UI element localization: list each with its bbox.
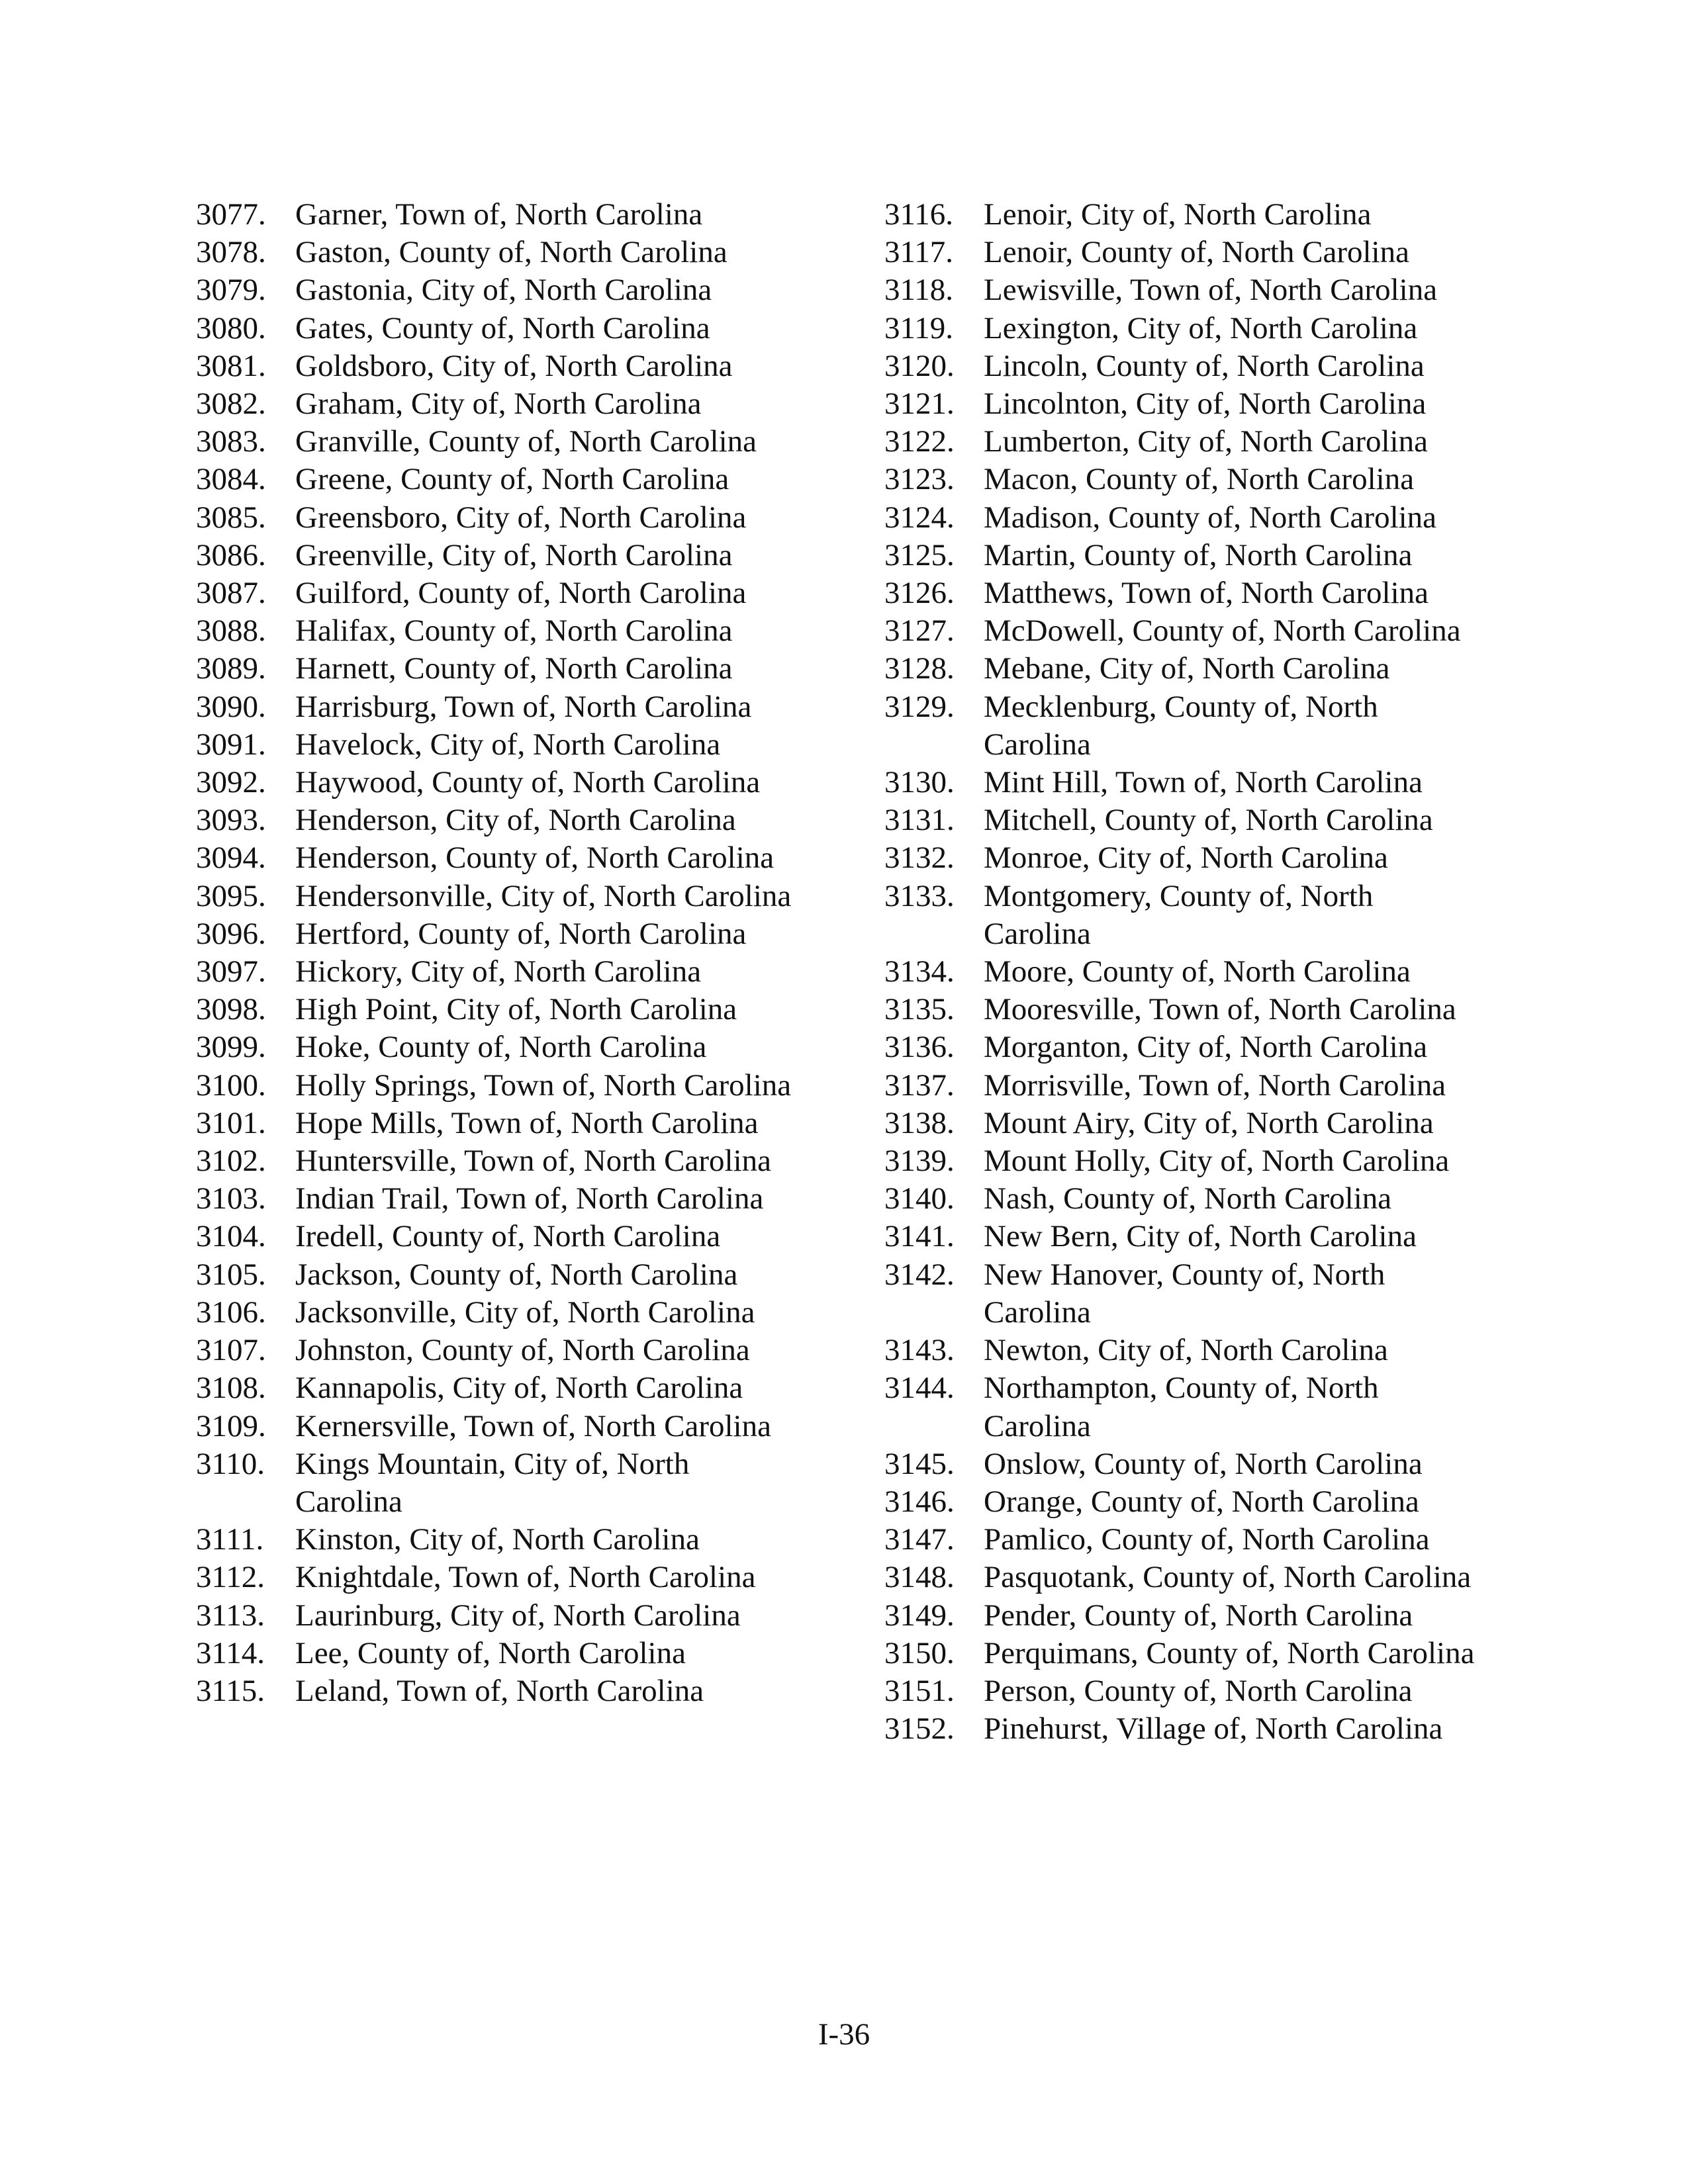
entry-number: 3150. bbox=[884, 1635, 955, 1670]
entry-number: 3090. bbox=[196, 689, 266, 724]
entry-number: 3134. bbox=[884, 954, 955, 989]
entry-number: 3138. bbox=[884, 1105, 955, 1140]
entry-number: 3130. bbox=[884, 765, 955, 800]
entry-name: Moore, County of, North Carolina bbox=[984, 954, 1411, 989]
entry-number: 3146. bbox=[884, 1484, 955, 1519]
list-item bbox=[196, 1067, 858, 1105]
entry-name: Hertford, County of, North Carolina bbox=[295, 916, 747, 951]
entry-number: 3124. bbox=[884, 500, 955, 535]
entry-name: Morganton, City of, North Carolina bbox=[984, 1030, 1428, 1065]
entry-name: Iredell, County of, North Carolina bbox=[295, 1219, 721, 1254]
entry-name: Orange, County of, North Carolina bbox=[984, 1484, 1419, 1519]
entry-name: Person, County of, North Carolina bbox=[984, 1673, 1413, 1708]
entry-number: 3152. bbox=[884, 1711, 955, 1747]
entry-number: 3095. bbox=[196, 878, 266, 913]
entry-number: 3132. bbox=[884, 841, 955, 876]
entry-name: Henderson, County of, North Carolina bbox=[295, 841, 774, 876]
list-item bbox=[196, 726, 858, 764]
entry-name: Pasquotank, County of, North Carolina bbox=[984, 1560, 1472, 1595]
list-item bbox=[884, 1597, 1546, 1635]
entry-name: Mebane, City of, North Carolina bbox=[984, 651, 1390, 686]
entry-number: 3101. bbox=[196, 1105, 266, 1140]
list-item bbox=[196, 1180, 858, 1218]
list-item bbox=[196, 1028, 858, 1066]
entry-number: 3109. bbox=[196, 1408, 266, 1443]
entry-name: Monroe, City of, North Carolina bbox=[984, 841, 1388, 876]
entry-name: High Point, City of, North Carolina bbox=[295, 992, 737, 1027]
list-item bbox=[884, 688, 1546, 764]
entry-number: 3121. bbox=[884, 387, 955, 422]
entry-number: 3116. bbox=[884, 197, 954, 232]
entry-name: Lenoir, City of, North Carolina bbox=[984, 197, 1372, 232]
list-item bbox=[196, 1672, 858, 1710]
entry-name: Lincoln, County of, North Carolina bbox=[984, 348, 1425, 383]
entry-name: Hickory, City of, North Carolina bbox=[295, 954, 702, 989]
entry-number: 3106. bbox=[196, 1295, 266, 1330]
list-item bbox=[196, 347, 858, 385]
entry-name: Gates, County of, North Carolina bbox=[295, 310, 710, 345]
list-item bbox=[196, 499, 858, 537]
entry-number: 3147. bbox=[884, 1522, 955, 1557]
list-item bbox=[196, 1521, 858, 1559]
list-item bbox=[196, 574, 858, 612]
entry-name: Knightdale, Town of, North Carolina bbox=[295, 1560, 756, 1595]
list-item bbox=[884, 385, 1546, 423]
entry-number: 3093. bbox=[196, 803, 266, 838]
list-item bbox=[196, 1635, 858, 1672]
entry-number: 3122. bbox=[884, 424, 955, 459]
entry-name: Leland, Town of, North Carolina bbox=[295, 1673, 704, 1708]
entry-name: Pender, County of, North Carolina bbox=[984, 1598, 1413, 1633]
entry-number: 3137. bbox=[884, 1068, 955, 1103]
list-item bbox=[196, 1142, 858, 1180]
list-item bbox=[884, 1067, 1546, 1105]
list-item bbox=[884, 347, 1546, 385]
entry-number: 3141. bbox=[884, 1219, 955, 1254]
entry-name: Lenoir, County of, North Carolina bbox=[984, 235, 1409, 270]
entry-name: Goldsboro, City of, North Carolina bbox=[295, 348, 733, 383]
entry-name: Pamlico, County of, North Carolina bbox=[984, 1522, 1430, 1557]
list-item bbox=[884, 537, 1546, 574]
list-item bbox=[884, 461, 1546, 498]
entry-number: 3104. bbox=[196, 1219, 266, 1254]
entry-name: Holly Springs, Town of, North Carolina bbox=[295, 1068, 792, 1103]
list-item bbox=[884, 1332, 1546, 1369]
list-item bbox=[196, 310, 858, 347]
entry-list-left-column bbox=[196, 196, 858, 1710]
list-item bbox=[884, 1369, 1546, 1445]
entry-number: 3111. bbox=[196, 1522, 264, 1557]
entry-name: Lee, County of, North Carolina bbox=[295, 1635, 686, 1670]
entry-number: 3143. bbox=[884, 1333, 955, 1368]
page-number: I-36 bbox=[818, 2017, 870, 2052]
entry-number: 3107. bbox=[196, 1333, 266, 1368]
entry-number: 3083. bbox=[196, 424, 266, 459]
entry-name: Hendersonville, City of, North Carolina bbox=[295, 878, 792, 913]
list-item bbox=[196, 1105, 858, 1142]
entry-number: 3125. bbox=[884, 537, 955, 572]
entry-number: 3119. bbox=[884, 310, 954, 345]
list-item bbox=[884, 991, 1546, 1028]
entry-name: Mooresville, Town of, North Carolina bbox=[984, 992, 1456, 1027]
entry-name: Jacksonville, City of, North Carolina bbox=[295, 1295, 755, 1330]
list-item bbox=[884, 1445, 1546, 1483]
list-item bbox=[884, 764, 1546, 801]
list-item bbox=[196, 1332, 858, 1369]
list-item bbox=[884, 1105, 1546, 1142]
entry-number: 3078. bbox=[196, 235, 266, 270]
list-item bbox=[196, 461, 858, 498]
entry-name: Harrisburg, Town of, North Carolina bbox=[295, 689, 752, 724]
list-item bbox=[884, 196, 1546, 234]
list-item bbox=[884, 1710, 1546, 1748]
entry-name: Newton, City of, North Carolina bbox=[984, 1333, 1388, 1368]
list-item bbox=[884, 801, 1546, 839]
entry-name: Haywood, County of, North Carolina bbox=[295, 765, 761, 800]
list-item bbox=[196, 991, 858, 1028]
list-item bbox=[196, 764, 858, 801]
list-item bbox=[196, 1445, 858, 1521]
entry-name: Morrisville, Town of, North Carolina bbox=[984, 1068, 1446, 1103]
entry-number: 3142. bbox=[884, 1257, 955, 1292]
list-item bbox=[196, 423, 858, 461]
list-item bbox=[196, 650, 858, 688]
entry-number: 3123. bbox=[884, 462, 955, 497]
list-item bbox=[884, 612, 1546, 650]
entry-number: 3079. bbox=[196, 273, 266, 308]
list-item bbox=[196, 1218, 858, 1255]
entry-name: Nash, County of, North Carolina bbox=[984, 1181, 1392, 1216]
list-item bbox=[884, 271, 1546, 309]
entry-number: 3117. bbox=[884, 235, 954, 270]
entry-number: 3135. bbox=[884, 992, 955, 1027]
list-item bbox=[884, 1142, 1546, 1180]
entry-number: 3091. bbox=[196, 727, 266, 762]
entry-name: Lewisville, Town of, North Carolina bbox=[984, 273, 1438, 308]
entry-name: Lumberton, City of, North Carolina bbox=[984, 424, 1428, 459]
entry-number: 3096. bbox=[196, 916, 266, 951]
entry-number: 3103. bbox=[196, 1181, 266, 1216]
entry-number: 3088. bbox=[196, 614, 266, 649]
entry-number: 3129. bbox=[884, 689, 955, 724]
entry-name: Madison, County of, North Carolina bbox=[984, 500, 1437, 535]
list-item bbox=[884, 878, 1546, 953]
list-item bbox=[884, 423, 1546, 461]
entry-name: Laurinburg, City of, North Carolina bbox=[295, 1598, 741, 1633]
entry-name: McDowell, County of, North Carolina bbox=[984, 614, 1461, 649]
entry-number: 3086. bbox=[196, 537, 266, 572]
entry-name: Granville, County of, North Carolina bbox=[295, 424, 757, 459]
entry-name: Jackson, County of, North Carolina bbox=[295, 1257, 738, 1292]
entry-name: Kernersville, Town of, North Carolina bbox=[295, 1408, 771, 1443]
entry-number: 3108. bbox=[196, 1371, 266, 1406]
list-item bbox=[196, 839, 858, 877]
list-item bbox=[884, 1483, 1546, 1521]
entry-name: Kannapolis, City of, North Carolina bbox=[295, 1371, 743, 1406]
entry-name: Harnett, County of, North Carolina bbox=[295, 651, 733, 686]
list-item bbox=[196, 915, 858, 953]
entry-number: 3145. bbox=[884, 1446, 955, 1481]
entry-name: New Hanover, County of, North Carolina bbox=[984, 1257, 1385, 1330]
entry-name: Hoke, County of, North Carolina bbox=[295, 1030, 707, 1065]
entry-number: 3082. bbox=[196, 387, 266, 422]
entry-number: 3127. bbox=[884, 614, 955, 649]
entry-name: Montgomery, County of, North Carolina bbox=[984, 878, 1374, 951]
entry-number: 3114. bbox=[196, 1635, 265, 1670]
list-item bbox=[884, 1635, 1546, 1672]
list-item bbox=[196, 537, 858, 574]
entry-name: Kings Mountain, City of, North Carolina bbox=[295, 1446, 690, 1519]
list-item bbox=[884, 1180, 1546, 1218]
list-item bbox=[196, 1597, 858, 1635]
entry-number: 3081. bbox=[196, 348, 266, 383]
entry-name: Hope Mills, Town of, North Carolina bbox=[295, 1105, 759, 1140]
list-item bbox=[884, 310, 1546, 347]
entry-name: Mitchell, County of, North Carolina bbox=[984, 803, 1433, 838]
entry-number: 3139. bbox=[884, 1144, 955, 1179]
entry-name: Greene, County of, North Carolina bbox=[295, 462, 729, 497]
entry-name: Indian Trail, Town of, North Carolina bbox=[295, 1181, 764, 1216]
entry-number: 3084. bbox=[196, 462, 266, 497]
list-item bbox=[884, 953, 1546, 991]
entry-name: New Bern, City of, North Carolina bbox=[984, 1219, 1417, 1254]
list-item bbox=[196, 1294, 858, 1332]
list-item bbox=[196, 234, 858, 271]
list-item bbox=[196, 1256, 858, 1294]
list-item bbox=[884, 1218, 1546, 1255]
entry-number: 3092. bbox=[196, 765, 266, 800]
list-item bbox=[196, 1559, 858, 1596]
entry-name: Gastonia, City of, North Carolina bbox=[295, 273, 712, 308]
list-item bbox=[884, 1559, 1546, 1596]
entry-name: Matthews, Town of, North Carolina bbox=[984, 576, 1429, 611]
entry-name: Gaston, County of, North Carolina bbox=[295, 235, 727, 270]
list-item bbox=[196, 1369, 858, 1407]
entry-number: 3118. bbox=[884, 273, 954, 308]
entry-number: 3112. bbox=[196, 1560, 265, 1595]
entry-number: 3120. bbox=[884, 348, 955, 383]
entry-number: 3133. bbox=[884, 878, 955, 913]
entry-name: Mecklenburg, County of, North Carolina bbox=[984, 689, 1378, 762]
list-item bbox=[884, 1256, 1546, 1332]
entry-number: 3094. bbox=[196, 841, 266, 876]
list-item bbox=[196, 1408, 858, 1445]
entry-number: 3105. bbox=[196, 1257, 266, 1292]
entry-name: Johnston, County of, North Carolina bbox=[295, 1333, 750, 1368]
entry-number: 3115. bbox=[196, 1673, 265, 1708]
list-item bbox=[196, 196, 858, 234]
list-item bbox=[196, 801, 858, 839]
entry-name: Kinston, City of, North Carolina bbox=[295, 1522, 700, 1557]
list-item bbox=[884, 1028, 1546, 1066]
entry-number: 3087. bbox=[196, 576, 266, 611]
entry-name: Pinehurst, Village of, North Carolina bbox=[984, 1711, 1443, 1747]
entry-list-right-column bbox=[884, 196, 1546, 1748]
entry-number: 3149. bbox=[884, 1598, 955, 1633]
entry-name: Perquimans, County of, North Carolina bbox=[984, 1635, 1475, 1670]
entry-name: Onslow, County of, North Carolina bbox=[984, 1446, 1423, 1481]
list-item bbox=[884, 499, 1546, 537]
entry-name: Mint Hill, Town of, North Carolina bbox=[984, 765, 1423, 800]
entry-number: 3099. bbox=[196, 1030, 266, 1065]
list-item bbox=[884, 650, 1546, 688]
list-item bbox=[884, 574, 1546, 612]
entry-number: 3080. bbox=[196, 310, 266, 345]
entry-name: Macon, County of, North Carolina bbox=[984, 462, 1415, 497]
list-item bbox=[196, 612, 858, 650]
entry-number: 3100. bbox=[196, 1068, 266, 1103]
list-item bbox=[196, 688, 858, 726]
entry-number: 3151. bbox=[884, 1673, 955, 1708]
entry-number: 3089. bbox=[196, 651, 266, 686]
entry-name: Lincolnton, City of, North Carolina bbox=[984, 387, 1427, 422]
entry-number: 3128. bbox=[884, 651, 955, 686]
list-item bbox=[196, 385, 858, 423]
entry-name: Martin, County of, North Carolina bbox=[984, 537, 1413, 572]
entry-name: Lexington, City of, North Carolina bbox=[984, 310, 1418, 345]
list-item bbox=[884, 839, 1546, 877]
entry-name: Halifax, County of, North Carolina bbox=[295, 614, 733, 649]
entry-name: Havelock, City of, North Carolina bbox=[295, 727, 721, 762]
list-item bbox=[884, 1521, 1546, 1559]
entry-name: Northampton, County of, North Carolina bbox=[984, 1371, 1379, 1443]
entry-name: Mount Holly, City of, North Carolina bbox=[984, 1144, 1450, 1179]
list-item bbox=[196, 953, 858, 991]
entry-name: Guilford, County of, North Carolina bbox=[295, 576, 747, 611]
entry-number: 3144. bbox=[884, 1371, 955, 1406]
entry-name: Greenville, City of, North Carolina bbox=[295, 537, 733, 572]
entry-name: Henderson, City of, North Carolina bbox=[295, 803, 736, 838]
list-item bbox=[196, 271, 858, 309]
entry-name: Greensboro, City of, North Carolina bbox=[295, 500, 747, 535]
entry-number: 3077. bbox=[196, 197, 266, 232]
entry-name: Graham, City of, North Carolina bbox=[295, 387, 702, 422]
entry-number: 3097. bbox=[196, 954, 266, 989]
entry-name: Mount Airy, City of, North Carolina bbox=[984, 1105, 1434, 1140]
entry-number: 3126. bbox=[884, 576, 955, 611]
entry-number: 3131. bbox=[884, 803, 955, 838]
list-item bbox=[884, 234, 1546, 271]
list-item bbox=[196, 878, 858, 915]
entry-number: 3113. bbox=[196, 1598, 265, 1633]
entry-number: 3140. bbox=[884, 1181, 955, 1216]
list-item bbox=[884, 1672, 1546, 1710]
entry-number: 3148. bbox=[884, 1560, 955, 1595]
entry-name: Garner, Town of, North Carolina bbox=[295, 197, 703, 232]
entry-name: Huntersville, Town of, North Carolina bbox=[295, 1144, 771, 1179]
entry-number: 3085. bbox=[196, 500, 266, 535]
entry-number: 3098. bbox=[196, 992, 266, 1027]
entry-number: 3136. bbox=[884, 1030, 955, 1065]
entry-number: 3110. bbox=[196, 1446, 265, 1481]
entry-number: 3102. bbox=[196, 1144, 266, 1179]
